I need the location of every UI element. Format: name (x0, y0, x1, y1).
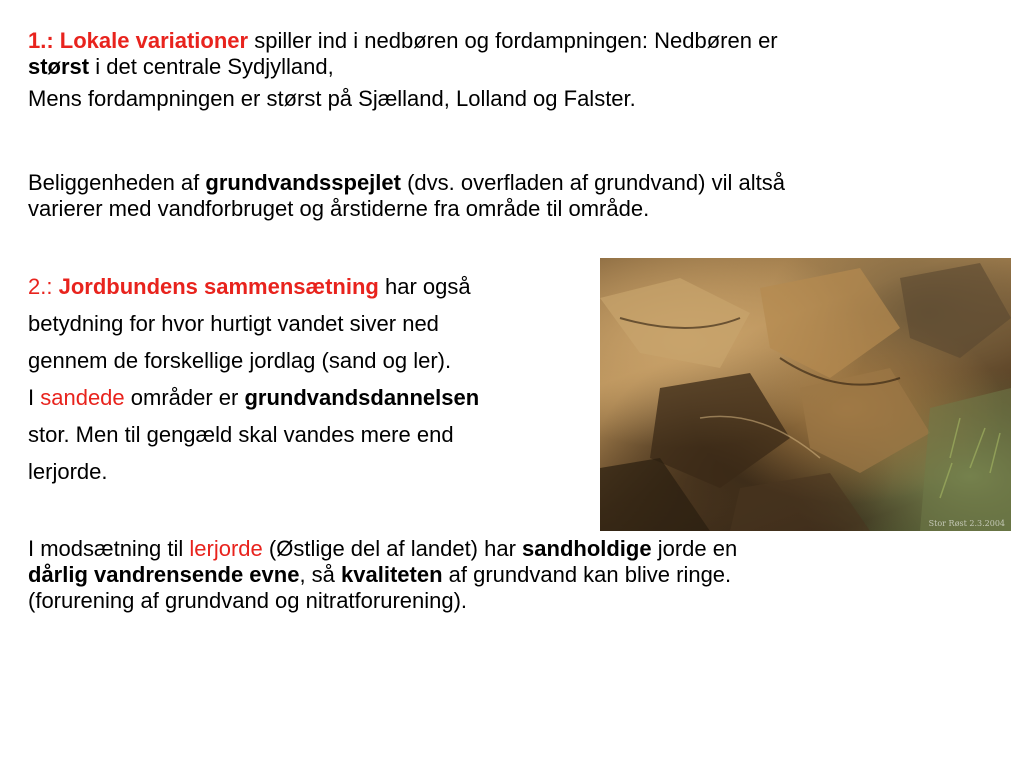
text-line: gennem de forskellige jordlag (sand og ler). (28, 348, 452, 373)
highlight-term: Lokale variationer (59, 28, 249, 53)
text: I modsætning til (28, 536, 190, 561)
text: i det centrale Sydjylland, (89, 54, 334, 79)
text: (dvs. overfladen af grundvand) vil altså (400, 170, 785, 195)
text: jorde en (651, 536, 738, 561)
paragraph-clay-soil (28, 536, 737, 614)
text-line (28, 273, 479, 310)
highlight-term: sandede (40, 385, 125, 410)
text: spiller ind i nedbøren og fordampningen: Nedbøren er (248, 28, 778, 53)
paragraph-groundwater-level (28, 170, 785, 222)
paragraph-number: 2.: (28, 274, 59, 299)
text: har også (378, 274, 471, 299)
soil-photo (600, 258, 1011, 531)
text-line (28, 384, 479, 421)
paragraph-local-variations (28, 28, 778, 112)
text: , så (299, 562, 342, 587)
text: af grundvand kan blive ringe. (442, 562, 732, 587)
text-line: stor. Men til gengæld skal vandes mere end (28, 422, 454, 447)
bold-term: kvaliteten (341, 562, 443, 587)
bold-term: sandholdige (522, 536, 652, 561)
text: (Østlige del af landet) har (262, 536, 523, 561)
text-line: betydning for hvor hurtigt vandet siver ned (28, 311, 439, 336)
soil-texture (600, 258, 1011, 531)
text-line: varierer med vandforbruget og årstiderne fra område til område. (28, 196, 650, 221)
highlight-term: Jordbundens sammensætning (58, 274, 379, 299)
text: områder er (124, 385, 245, 410)
bold-term: dårlig vandrensende evne (28, 562, 300, 587)
paragraph-soil-composition (28, 273, 479, 495)
photo-watermark: Stor Røst 2.3.2004 (928, 519, 1005, 528)
bold-term: grundvandsdannelsen (244, 385, 480, 410)
text: Beliggenheden af (28, 170, 206, 195)
text-line: Mens fordampningen er størst på Sjælland, Lolland og Falster. (28, 86, 636, 111)
bold-term: størst (28, 54, 90, 79)
bold-term: grundvandsspejlet (205, 170, 401, 195)
paragraph-number: 1.: (28, 28, 60, 53)
text: I (28, 385, 41, 410)
text-line: lerjorde. (28, 459, 108, 484)
highlight-term: lerjorde (189, 536, 263, 561)
text-line: (forurening af grundvand og nitratforurening). (28, 588, 468, 613)
